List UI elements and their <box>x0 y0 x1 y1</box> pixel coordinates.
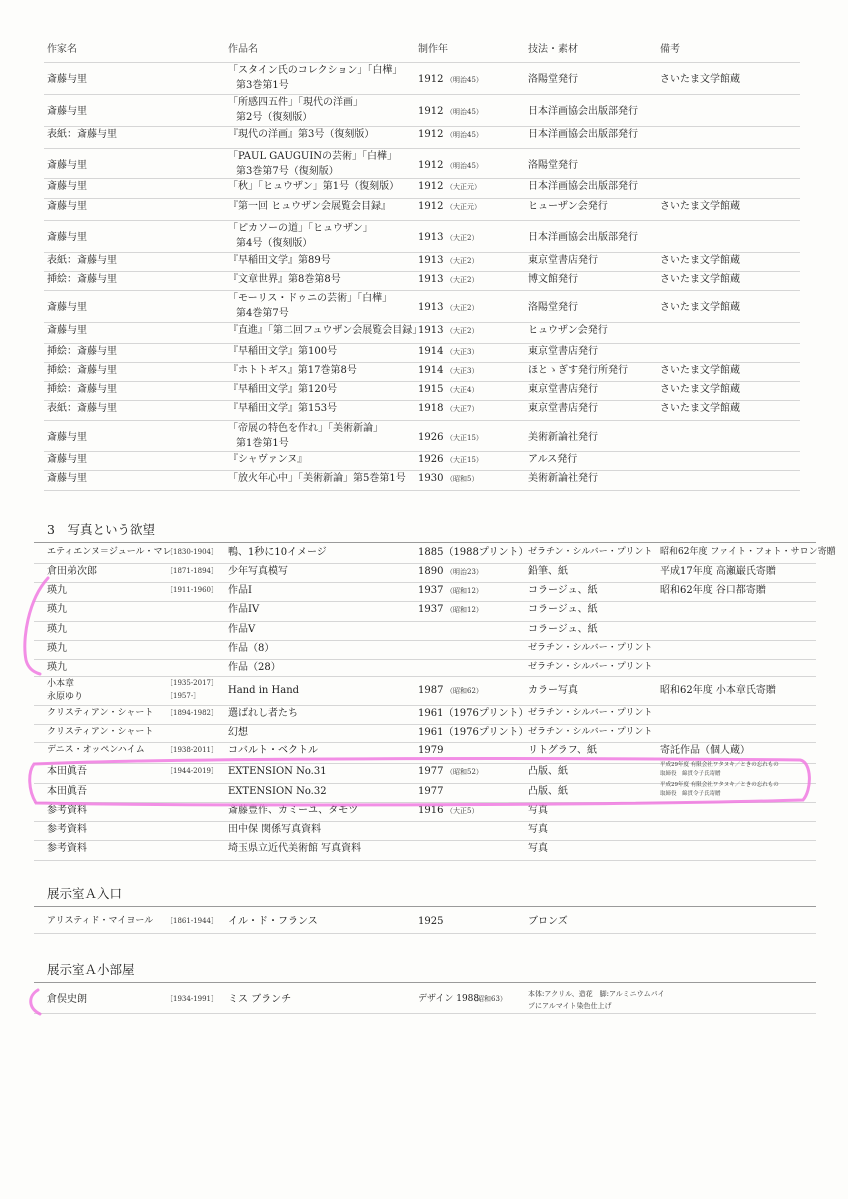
collection-note: さいたま文学館蔵 <box>660 201 740 212</box>
collection-note: さいたま文学館蔵 <box>660 302 740 313</box>
artist-dates: ［1894-1982］ <box>166 709 218 717</box>
year-value: 1937 <box>418 585 444 596</box>
collection-note: 昭和62年度 ファイト・フォト・サロン寄贈 <box>660 547 836 557</box>
row-divider <box>44 271 800 272</box>
collection-note: 平成29年度 有限会社ワタヌキ／ときの忘れもの <box>660 762 779 768</box>
work-title: 『早稲田文学』第89号 <box>228 255 331 266</box>
year-value: 1926 <box>418 432 444 443</box>
era-name: （大正元） <box>446 183 481 191</box>
work-title: 『現代の洋画』第3号（復刻版） <box>228 129 375 140</box>
artist-name: 挿絵：斎藤与里 <box>47 384 117 395</box>
technique-material: ゼラチン・シルバー・プリント <box>528 708 653 718</box>
era-name: （大正3） <box>446 367 479 375</box>
row-divider <box>34 601 816 602</box>
year-value: 1979 <box>418 745 444 756</box>
artist-dates: ［1938-2011］ <box>166 746 218 754</box>
artist-dates: ［1861-1944］ <box>166 917 218 925</box>
section-heading-room-a-small: 展示室Ａ小部屋 <box>47 962 135 977</box>
year-value: 1913 <box>418 255 444 266</box>
work-title: 「PAUL GAUGUINの芸術」「白樺」 <box>228 151 398 162</box>
technique-material: 写真 <box>528 805 548 816</box>
year-value: 1918 <box>418 403 444 414</box>
artist-name: 瑛九 <box>47 662 67 673</box>
year-value: 1961（1976プリント） <box>418 708 529 719</box>
technique-material: 鉛筆、紙 <box>528 566 568 577</box>
era-name: （大正15） <box>446 434 483 442</box>
work-title-line2: 第4巻第7号 <box>236 308 289 319</box>
section-heading-photo: 3 写真という欲望 <box>47 522 155 537</box>
col-header-title: 作品名 <box>228 44 258 55</box>
row-divider <box>34 802 816 803</box>
row-divider <box>34 1013 816 1014</box>
row-divider <box>34 582 816 583</box>
row-divider <box>34 676 816 677</box>
work-title: Hand in Hand <box>228 685 300 696</box>
era-name: （大正元） <box>446 203 481 211</box>
row-divider <box>34 542 816 543</box>
era-name: （大正15） <box>446 456 483 464</box>
artist-name: 瑛九 <box>47 604 67 615</box>
artist-name: 斎藤与里 <box>47 232 87 243</box>
artist-name: 斎藤与里 <box>47 473 87 484</box>
artist-dates: ［1871-1894］ <box>166 567 218 575</box>
bracket-mark-kuramata <box>31 990 40 1014</box>
work-title: 「所感四五件」「現代の洋画」 <box>228 97 363 108</box>
era-name: （大正2） <box>446 327 479 335</box>
era-name: （昭和62） <box>446 687 483 695</box>
work-title: 『シャヴァンヌ』 <box>228 454 308 465</box>
technique-material: 日本洋画協会出版部発行 <box>528 106 638 117</box>
year-value: 1913 <box>418 302 444 313</box>
artist-name: 表紙：斎藤与里 <box>47 129 117 140</box>
work-title: 『早稲田文学』第100号 <box>228 346 338 357</box>
work-title: 鴨、1秒に10イメージ <box>228 547 327 558</box>
technique-material: 東京堂書店発行 <box>528 403 598 414</box>
row-divider <box>44 322 800 323</box>
era-name: （昭和12） <box>446 606 483 614</box>
technique-material: 洛陽堂発行 <box>528 302 578 313</box>
section-heading-room-a-entrance: 展示室Ａ入口 <box>47 886 123 901</box>
artist-dates: ［1911-1960］ <box>166 586 218 594</box>
artist-dates: ［1830-1904］ <box>166 548 218 556</box>
technique-material: ヒュウザン会発行 <box>528 325 608 336</box>
row-divider <box>34 724 816 725</box>
artist-name: 斎藤与里 <box>47 74 87 85</box>
era-name: （大正5） <box>446 807 479 815</box>
technique-material: 美術新論社発行 <box>528 432 598 443</box>
artist-name: クリスティアン・シャート <box>47 708 154 718</box>
technique-material: 東京堂書店発行 <box>528 346 598 357</box>
row-divider <box>34 659 816 660</box>
artist-name: エティエンヌ＝ジュール・マレ <box>47 547 172 557</box>
artist-name-2: 永原ゆり <box>47 692 84 702</box>
technique-material: コラージュ、紙 <box>528 624 598 635</box>
work-title: 田中保 関係写真資料 <box>228 824 322 835</box>
era-name: （明治23） <box>446 568 483 576</box>
technique-material: アルス発行 <box>528 454 578 465</box>
row-divider <box>44 343 800 344</box>
artist-name: 斎藤与里 <box>47 160 87 171</box>
artist-name: 斎藤与里 <box>47 302 87 313</box>
year-value: 1912 <box>418 160 444 171</box>
work-title: 『早稲田文学』第153号 <box>228 403 338 414</box>
col-header-year: 制作年 <box>418 44 448 55</box>
work-title-line2: 第1巻第1号 <box>236 438 289 449</box>
year-value: 1925 <box>418 916 444 927</box>
col-header-artist: 作家名 <box>47 44 77 55</box>
era-name: （明治45） <box>446 131 483 139</box>
artist-dates-2: ［1957-］ <box>166 692 201 700</box>
year-value: 1961（1976プリント） <box>418 727 529 738</box>
year-value: 1916 <box>418 805 444 816</box>
artist-name: 参考資料 <box>47 824 87 835</box>
work-title: 『文章世界』第8巻第8号 <box>228 274 341 285</box>
era-name: （大正7） <box>446 405 479 413</box>
collection-note: さいたま文学館蔵 <box>660 403 740 414</box>
work-title-line2: 第3巻第7号（復刻版） <box>236 166 339 177</box>
technique-material: ゼラチン・シルバー・プリント <box>528 643 653 653</box>
technique-material: ブロンズ <box>528 916 568 927</box>
year-value: 1913 <box>418 325 444 336</box>
row-divider <box>44 198 800 199</box>
artist-name: 挿絵：斎藤与里 <box>47 365 117 376</box>
artist-name: 倉俣史朗 <box>47 994 87 1005</box>
year-value: 1987 <box>418 685 444 696</box>
year-value: 1914 <box>418 346 444 357</box>
artist-name: 斎藤与里 <box>47 181 87 192</box>
artist-name: 斎藤与里 <box>47 325 87 336</box>
artist-name: アリスティド・マイヨール <box>47 916 154 926</box>
artist-name: 本田眞吾 <box>47 766 87 777</box>
work-title-line2: 第3巻第1号 <box>236 80 289 91</box>
row-divider <box>44 381 800 382</box>
row-divider <box>44 94 800 95</box>
work-title: 『ホトトギス』第17巻第8号 <box>228 365 357 376</box>
technique-material: 東京堂書店発行 <box>528 384 598 395</box>
row-divider <box>44 490 800 491</box>
row-divider <box>34 906 816 907</box>
year-value: 1977 <box>418 766 444 777</box>
technique-material: カラー写真 <box>528 685 578 696</box>
row-divider <box>44 178 800 179</box>
technique-material: コラージュ、紙 <box>528 604 598 615</box>
row-divider <box>44 126 800 127</box>
era-name: （大正4） <box>446 386 479 394</box>
artist-name: 挿絵：斎藤与里 <box>47 346 117 357</box>
row-divider <box>34 621 816 622</box>
technique-material: 洛陽堂発行 <box>528 74 578 85</box>
collection-note-2: 取締役 綿貫令子氏寄贈 <box>660 771 721 777</box>
work-title: 埼玉県立近代美術館 写真資料 <box>228 843 362 854</box>
technique-material: リトグラフ、紙 <box>528 745 597 756</box>
artist-name: 瑛九 <box>47 624 67 635</box>
row-divider <box>44 362 800 363</box>
technique-material: 凸版、紙 <box>528 766 568 777</box>
work-title: 『第一回 ヒュウザン会展覧会目録』 <box>228 201 391 212</box>
technique-material: ゼラチン・シルバー・プリント <box>528 547 653 557</box>
artist-dates: ［1934-1991］ <box>166 995 218 1003</box>
year-value: 1912 <box>418 181 444 192</box>
work-title: 「モーリス・ドゥニの芸術」「白樺」 <box>228 293 393 304</box>
work-title: 「帝展の特色を作れ」「美術新論」 <box>228 423 383 434</box>
year-value: 1912 <box>418 106 444 117</box>
era-name: （昭和63） <box>470 995 507 1003</box>
collection-note: さいたま文学館蔵 <box>660 384 740 395</box>
work-title: 作品V <box>228 624 256 635</box>
technique-material: ゼラチン・シルバー・プリント <box>528 727 653 737</box>
row-divider <box>34 640 816 641</box>
work-title: 作品（8） <box>228 643 275 654</box>
collection-note: さいたま文学館蔵 <box>660 74 740 85</box>
row-divider <box>34 860 816 861</box>
artist-name: 斎藤与里 <box>47 454 87 465</box>
artist-name: 斎藤与里 <box>47 201 87 212</box>
work-title: EXTENSION No.32 <box>228 786 327 797</box>
work-title: 少年写真模写 <box>228 566 288 577</box>
technique-material: 写真 <box>528 824 548 835</box>
artist-name: 小本章 <box>47 679 75 689</box>
row-divider <box>44 252 800 253</box>
collection-note: 昭和62年度 谷口都寄贈 <box>660 585 766 596</box>
work-title: 「放火年心中」「美術新論」第5巻第1号 <box>228 473 406 484</box>
era-name: （大正2） <box>446 234 479 242</box>
artist-dates: ［1935-2017］ <box>166 679 218 687</box>
era-name: （明治45） <box>446 76 483 84</box>
col-header-technique: 技法・素材 <box>528 44 578 55</box>
artist-name: 瑛九 <box>47 585 67 596</box>
artist-name: 倉田弟次郎 <box>47 566 97 577</box>
technique-material: ヒューザン会発行 <box>528 201 608 212</box>
artist-name: クリスティアン・シャート <box>47 727 154 737</box>
technique-material: 写真 <box>528 843 548 854</box>
row-divider <box>34 742 816 743</box>
row-divider <box>34 840 816 841</box>
year-value: 1913 <box>418 274 444 285</box>
artist-name: 斎藤与里 <box>47 106 87 117</box>
technique-material: 日本洋画協会出版部発行 <box>528 232 638 243</box>
era-name: （昭和12） <box>446 587 483 595</box>
era-name: （大正3） <box>446 348 479 356</box>
artist-name: 参考資料 <box>47 805 87 816</box>
technique-material: 東京堂書店発行 <box>528 255 598 266</box>
technique-material: 美術新論社発行 <box>528 473 598 484</box>
row-divider <box>34 705 816 706</box>
technique-material: 洛陽堂発行 <box>528 160 578 171</box>
technique-material: ほとゝぎす発行所発行 <box>528 365 628 376</box>
artist-name: 参考資料 <box>47 843 87 854</box>
row-divider <box>44 400 800 401</box>
row-divider <box>44 451 800 452</box>
technique-material: 博文館発行 <box>528 274 578 285</box>
year-value: 1915 <box>418 384 444 395</box>
row-divider <box>44 220 800 221</box>
year-value: 1913 <box>418 232 444 243</box>
era-name: （明治45） <box>446 162 483 170</box>
year-value: 1912 <box>418 129 444 140</box>
collection-note: 平成29年度 有限会社ワタヌキ／ときの忘れもの <box>660 782 779 788</box>
collection-note: さいたま文学館蔵 <box>660 365 740 376</box>
work-title: イル・ド・フランス <box>228 916 318 927</box>
row-divider <box>44 470 800 471</box>
row-divider <box>34 933 816 934</box>
year-value: 1885（1988プリント） <box>418 547 529 558</box>
era-name: （大正2） <box>446 304 479 312</box>
era-name: （大正2） <box>446 276 479 284</box>
work-title: 幻想 <box>228 727 248 738</box>
work-title: 『直進』「第二回フュウザン会展覧会目録」 <box>228 325 423 336</box>
technique-material: 日本洋画協会出版部発行 <box>528 129 638 140</box>
col-header-note: 備考 <box>660 44 680 55</box>
row-divider <box>44 420 800 421</box>
technique-material: コラージュ、紙 <box>528 585 598 596</box>
technique-material: 日本洋画協会出版部発行 <box>528 181 638 192</box>
year-value: 1977 <box>418 786 444 797</box>
row-divider <box>34 563 816 564</box>
year-value: 1937 <box>418 604 444 615</box>
artist-name: 瑛九 <box>47 643 67 654</box>
work-title: 作品（28） <box>228 662 281 673</box>
work-title: 「秋」「ヒュウザン」第1号（復刻版） <box>228 181 400 192</box>
collection-note: 寄託作品（個人蔵） <box>660 745 750 756</box>
technique-material-2: プにアルマイト染色仕上げ <box>528 1002 612 1010</box>
era-name: （大正2） <box>446 257 479 265</box>
artist-name: 表紙：斎藤与里 <box>47 255 117 266</box>
collection-note: 昭和62年度 小本章氏寄贈 <box>660 685 776 696</box>
collection-note: さいたま文学館蔵 <box>660 255 740 266</box>
year-value: 1930 <box>418 473 444 484</box>
work-title: コバルト・ベクトル <box>228 745 318 756</box>
technique-material: ゼラチン・シルバー・プリント <box>528 662 653 672</box>
work-title: 「ピカソーの道」「ヒュウザン」 <box>228 223 373 234</box>
artist-name: デニス・オッペンハイム <box>47 745 145 755</box>
artist-name: 斎藤与里 <box>47 432 87 443</box>
row-divider <box>44 62 800 63</box>
year-value: 1926 <box>418 454 444 465</box>
year-value: 1912 <box>418 201 444 212</box>
row-divider <box>44 290 800 291</box>
collection-note-2: 取締役 綿貫令子氏寄贈 <box>660 791 721 797</box>
collection-note: さいたま文学館蔵 <box>660 274 740 285</box>
row-divider <box>44 148 800 149</box>
era-name: （昭和52） <box>446 768 483 776</box>
era-name: （明治45） <box>446 108 483 116</box>
work-title-line2: 第2号（復刻版） <box>236 112 313 123</box>
technique-material: 本体:アクリル、造花 脚:アルミニウムパイ <box>528 990 665 998</box>
year-value: 1914 <box>418 365 444 376</box>
artist-dates: ［1944-2019］ <box>166 767 218 775</box>
year-value: デザイン 1988 <box>418 994 480 1004</box>
work-title: 選ばれし者たち <box>228 708 298 719</box>
work-title: 斎藤豊作、カミーユ、タモツ <box>228 805 359 816</box>
row-divider <box>34 982 816 983</box>
work-title: 作品IV <box>228 604 260 615</box>
work-title: 作品I <box>228 585 252 596</box>
artist-name: 表紙：斎藤与里 <box>47 403 117 414</box>
artist-name: 本田眞吾 <box>47 786 87 797</box>
work-title: 『早稲田文学』第120号 <box>228 384 338 395</box>
work-title-line2: 第4号（復刻版） <box>236 238 313 249</box>
era-name: （昭和5） <box>446 475 479 483</box>
work-title: EXTENSION No.31 <box>228 766 327 777</box>
collection-note: 平成17年度 高瀬巌氏寄贈 <box>660 566 776 577</box>
work-title: 「スタイン氏のコレクション」「白樺」 <box>228 65 403 76</box>
artist-name: 挿絵：斎藤与里 <box>47 274 117 285</box>
year-value: 1890 <box>418 566 444 577</box>
technique-material: 凸版、紙 <box>528 786 568 797</box>
row-divider <box>34 821 816 822</box>
year-value: 1912 <box>418 74 444 85</box>
work-title: ミス ブランチ <box>228 994 292 1005</box>
